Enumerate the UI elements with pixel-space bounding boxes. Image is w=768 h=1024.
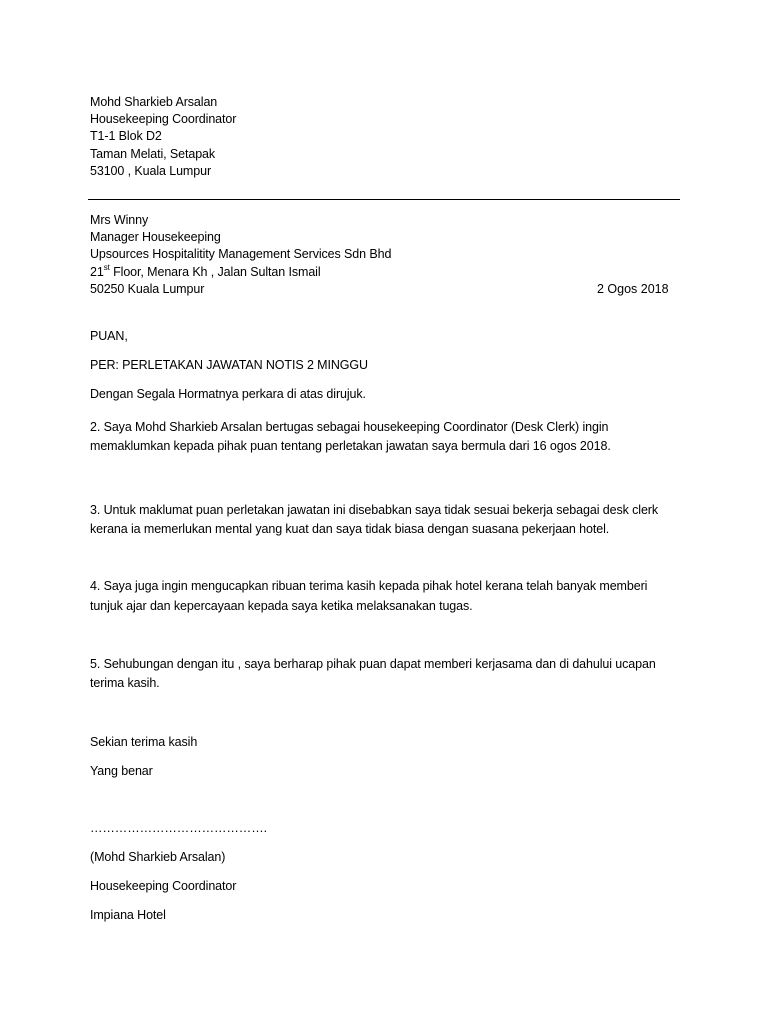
letter-date: 2 Ogos 2018 — [597, 282, 669, 296]
salutation: PUAN, — [90, 329, 128, 343]
header-divider — [88, 199, 680, 200]
recipient-title: Manager Housekeeping — [90, 230, 221, 244]
floor-street: Floor, Menara Kh , Jalan Sultan Ismail — [109, 265, 321, 279]
paragraph-3-line-1: 3. Untuk maklumat puan perletakan jawatan ini disebabkan saya tidak sesuai bekerja sebagai desk clerk — [90, 503, 659, 517]
sender-address-line-3: 53100 , Kuala Lumpur — [90, 164, 212, 178]
signatory-company: Impiana Hotel — [90, 908, 166, 922]
sender-address-line-1: T1-1 Blok D2 — [90, 129, 162, 143]
opening-line: Dengan Segala Hormatnya perkara di atas dirujuk. — [90, 387, 366, 401]
closing-thanks: Sekian terima kasih — [90, 735, 198, 749]
paragraph-3-line-2: kerana ia memerlukan mental yang kuat dan saya tidak biasa dengan suasana pekerjaan hotel. — [90, 522, 610, 536]
sender-title: Housekeeping Coordinator — [90, 112, 237, 126]
signatory-title: Housekeeping Coordinator — [90, 879, 237, 893]
paragraph-4-line-2: tunjuk ajar dan kepercayaan kepada saya ketika melaksanakan tugas. — [90, 599, 473, 613]
recipient-city: 50250 Kuala Lumpur — [90, 282, 205, 296]
recipient-name: Mrs Winny — [90, 213, 149, 227]
paragraph-5-line-1: 5. Sehubungan dengan itu , saya berharap pihak puan dapat memberi kerjasama dan di dahului ucapan — [90, 657, 656, 671]
floor-suffix: st — [103, 262, 110, 272]
paragraph-2-line-1: 2. Saya Mohd Sharkieb Arsalan bertugas sebagai housekeeping Coordinator (Desk Clerk) ingin — [90, 420, 609, 434]
sender-address-line-2: Taman Melati, Setapak — [90, 147, 216, 161]
recipient-company: Upsources Hospitalitity Management Services Sdn Bhd — [90, 247, 392, 261]
recipient-address-line — [90, 264, 321, 281]
signatory-name: (Mohd Sharkieb Arsalan) — [90, 850, 226, 864]
paragraph-5-line-2: terima kasih. — [90, 676, 160, 690]
signature-line: ……………………………………. — [90, 821, 267, 835]
paragraph-4-line-1: 4. Saya juga ingin mengucapkan ribuan terima kasih kepada pihak hotel kerana telah banyak memberi — [90, 579, 648, 593]
subject-line: PER: PERLETAKAN JAWATAN NOTIS 2 MINGGU — [90, 358, 368, 372]
floor-number: 21 — [90, 265, 104, 279]
paragraph-2-line-2: memaklumkan kepada pihak puan tentang perletakan jawatan saya bermula dari 16 ogos 2018. — [90, 439, 611, 453]
closing-yours: Yang benar — [90, 764, 153, 778]
sender-name: Mohd Sharkieb Arsalan — [90, 95, 218, 109]
